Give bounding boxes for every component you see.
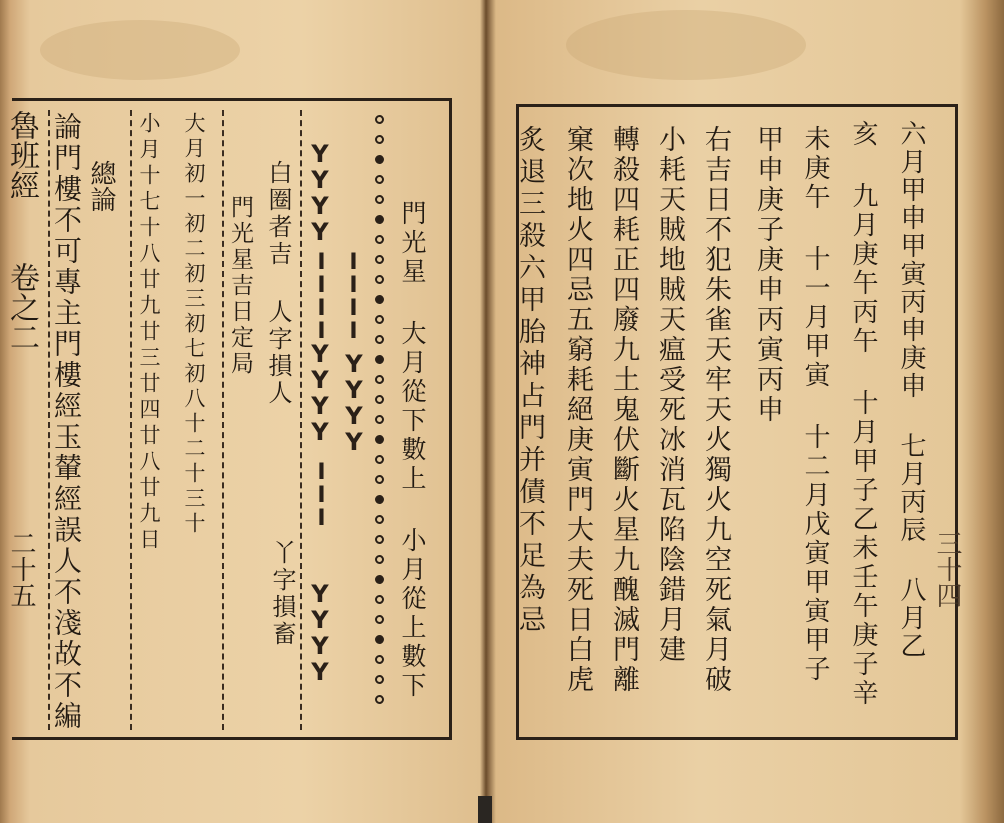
text-column-8: 門光星 大月從下數上 小月從上數下 (398, 200, 427, 701)
filled-circle (375, 495, 384, 504)
open-circle (375, 515, 384, 524)
filled-circle (375, 295, 384, 304)
open-circle (375, 135, 384, 144)
margin-book-title: 魯班經 (4, 110, 39, 200)
column-rule (300, 110, 302, 730)
filled-circle (375, 355, 384, 364)
filled-circle (375, 575, 384, 584)
open-circle (375, 455, 384, 464)
open-circle (375, 615, 384, 624)
symbol-y: YYYY (306, 580, 334, 684)
text-column-5: 右吉日不犯朱雀天牢天火獨火九空死氣月破 (700, 125, 731, 695)
text-column-2: 總論 (86, 160, 116, 212)
text-column-1: 六月甲申甲寅丙申庚申 七月丙辰 八月乙 (896, 120, 926, 660)
open-circle (375, 415, 384, 424)
symbol-y: YYYY (306, 340, 334, 444)
text-column-7: 丫字損畜 (268, 540, 296, 648)
open-circle (375, 175, 384, 184)
lucky-day-circles (373, 115, 387, 715)
open-circle (375, 595, 384, 604)
filled-circle (375, 435, 384, 444)
text-column-5: 門光星吉日定局 (227, 195, 253, 377)
text-column-2: 亥 九月庚午丙午 十月甲子乙未壬午庚子辛 (848, 120, 878, 708)
margin-volume-label: 卷之二 (4, 262, 39, 352)
text-column-1: 論門樓不可專主門樓經玉輦經誤人不淺故不編 (50, 112, 83, 732)
symbol-y: YYYY (340, 350, 368, 454)
paper-stain (566, 10, 806, 80)
open-circle (375, 475, 384, 484)
right-page (486, 0, 1004, 823)
open-circle (375, 235, 384, 244)
text-column-8: 窠次地火四忌五窮耗絕庚寅門大夫死日白虎 (562, 125, 593, 695)
text-column-9: 炙退三殺六甲胎神占門并債不足為忌 (514, 125, 545, 637)
text-column-3: 未庚午 十一月甲寅 十二月戊寅甲寅甲子 (800, 125, 830, 684)
open-circle (375, 335, 384, 344)
filled-circle (375, 635, 384, 644)
symbol-i: ⅠⅠⅠⅠ (309, 250, 334, 342)
open-circle (375, 375, 384, 384)
filled-circle (375, 215, 384, 224)
symbol-i: ⅠⅠⅠⅠ (341, 250, 366, 342)
text-column-6: 小耗天賊地賊天瘟受死冰消瓦陷陰錯月建 (654, 125, 685, 665)
open-circle (375, 315, 384, 324)
open-circle (375, 695, 384, 704)
open-circle (375, 275, 384, 284)
text-column-4: 大月初一初二初三初七初八十二十三十 (182, 112, 206, 537)
filled-circle (375, 155, 384, 164)
column-rule (222, 110, 224, 730)
margin-page-number: 二十五 (6, 530, 36, 608)
text-column-6: 白圈者吉 人字損人 (264, 160, 292, 407)
open-circle (375, 255, 384, 264)
bookmark-ribbon (478, 796, 492, 823)
text-column-4: 甲申庚子庚申丙寅丙申 (752, 125, 783, 425)
open-circle (375, 535, 384, 544)
open-circle (375, 195, 384, 204)
open-circle (375, 555, 384, 564)
left-page (0, 0, 486, 823)
column-rule (130, 110, 132, 730)
symbol-i: ⅠⅠⅠ (309, 460, 334, 529)
open-circle (375, 655, 384, 664)
open-circle (375, 115, 384, 124)
paper-stain (40, 20, 240, 80)
text-column-3: 小月十七十八廿九廿三廿四廿八廿九日 (137, 112, 161, 554)
open-circle (375, 675, 384, 684)
symbol-y: YYYY (306, 140, 334, 244)
margin-page-number: 三十四 (932, 530, 962, 608)
text-column-7: 轉殺四耗正四廢九土鬼伏斷火星九醜滅門離 (608, 125, 639, 695)
open-circle (375, 395, 384, 404)
